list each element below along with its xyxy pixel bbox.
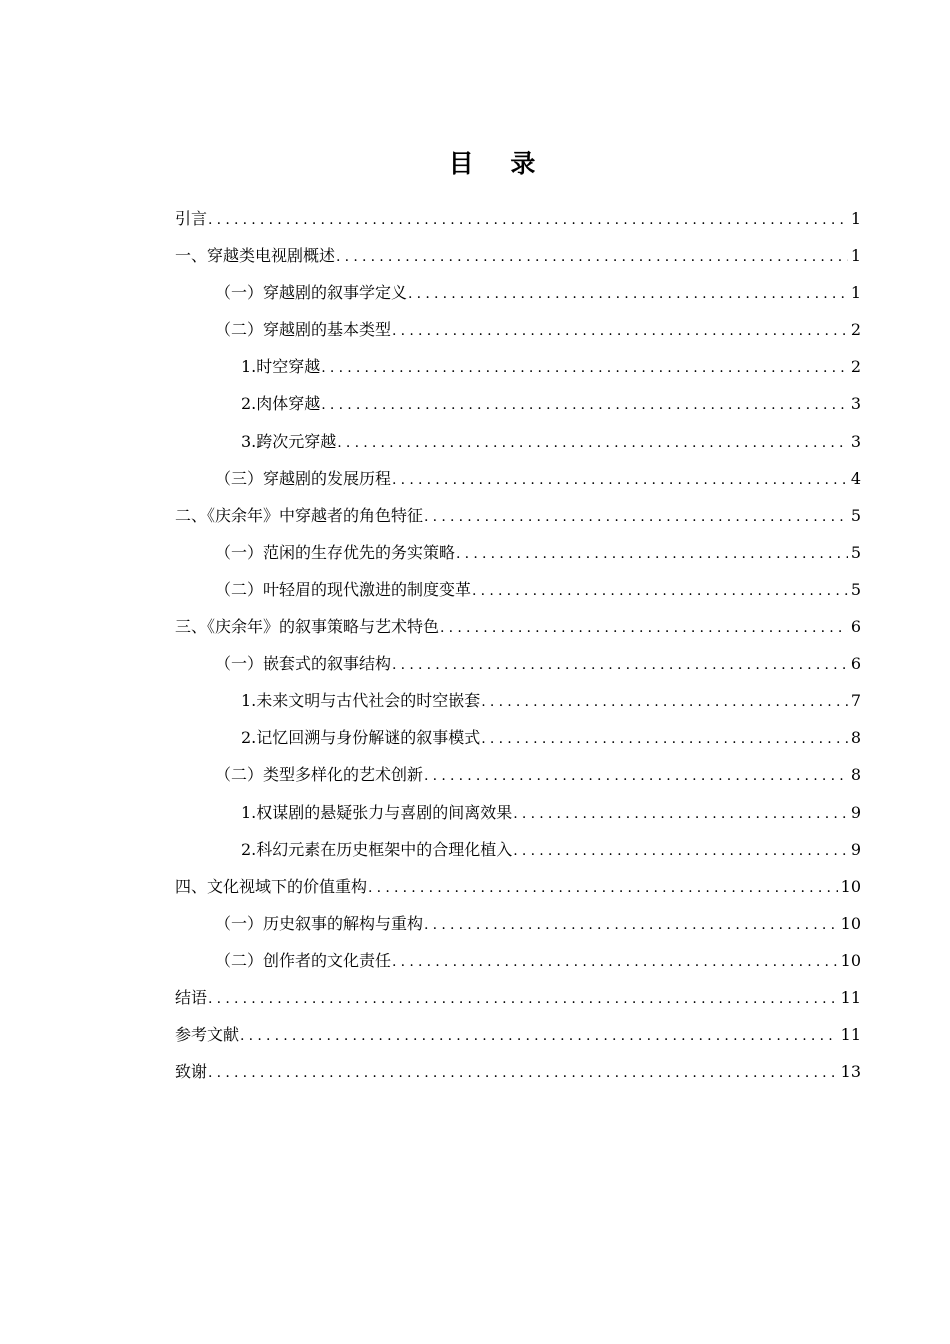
toc-entry[interactable] [175,756,861,793]
toc-entry-page-number: 11 [840,1025,861,1045]
toc-entry[interactable] [175,348,861,385]
toc-leader-dots [392,647,848,684]
toc-leader-dots [336,239,848,276]
toc-entry[interactable] [175,868,861,905]
toc-entry-label: 2.记忆回溯与身份解谜的叙事模式 [241,728,481,748]
toc-entry-label: 三、《庆余年》的叙事策略与艺术特色 [175,617,440,637]
toc-entry-page-number: 3 [850,431,861,451]
toc-leader-dots [424,907,838,944]
toc-entry-page-number: 7 [850,691,861,711]
toc-entry-page-number: 8 [850,765,861,785]
toc-entry-label: 2.肉体穿越 [241,394,321,414]
toc-entry-label: 引言 [175,209,208,228]
toc-entry[interactable] [175,423,861,460]
toc-entry[interactable] [175,942,861,979]
toc-entry[interactable] [175,831,861,868]
toc-leader-dots [513,833,848,870]
toc-entry-label: 四、文化视域下的价值重构 [175,876,368,896]
toc-entry-page-number: 1 [850,283,861,303]
toc-entry[interactable] [175,979,861,1016]
toc-entry-label: （一）穿越剧的叙事学定义 [215,283,408,303]
toc-entry-label: 二、《庆余年》中穿越者的角色特征 [175,505,424,525]
toc-entry-page-number: 11 [840,987,861,1007]
toc-entry-page-number: 2 [850,320,861,340]
toc-leader-dots [481,721,848,758]
toc-leader-dots [208,202,848,239]
toc-entry-label: 1.未来文明与古代社会的时空嵌套 [241,691,481,711]
toc-entry[interactable] [175,682,861,719]
toc-entry-page-number: 3 [850,394,861,414]
toc-leader-dots [240,1018,838,1055]
toc-entry-page-number: 13 [840,1062,861,1082]
toc-leader-dots [513,796,848,833]
toc-entry[interactable] [175,274,861,311]
toc-leader-dots [472,573,848,610]
toc-entry-label: 致谢 [175,1062,208,1082]
toc-entry[interactable] [175,905,861,942]
toc-leader-dots [321,387,848,424]
toc-leader-dots [368,870,838,907]
toc-entry[interactable] [175,608,861,645]
toc-leader-dots [337,425,848,462]
toc-entry[interactable] [175,237,861,274]
toc-entry-label: 3.跨次元穿越 [241,431,337,451]
toc-entry-label: 一、穿越类电视剧概述 [175,246,336,266]
toc-entry[interactable] [175,200,861,237]
toc-leader-dots [456,536,848,573]
toc-entry[interactable] [175,534,861,571]
toc-entry[interactable] [175,571,861,608]
toc-entry[interactable] [175,719,861,756]
toc-entry-label: （一）历史叙事的解构与重构 [215,913,424,933]
toc-entry-label: （一）嵌套式的叙事结构 [215,654,392,674]
toc-entry-page-number: 5 [850,579,861,599]
toc-leader-dots [392,944,838,981]
toc-title: 目 录 [448,149,550,178]
toc-leader-dots [392,462,848,499]
toc-leader-dots [424,758,848,795]
toc-entry[interactable] [175,311,861,348]
toc-entry-label: 结语 [175,987,208,1007]
toc-entry-page-number: 10 [840,950,861,970]
toc-entry-page-number: 10 [840,913,861,933]
toc-entry-label: （二）叶轻眉的现代激进的制度变革 [215,579,472,599]
toc-entry[interactable] [175,460,861,497]
toc-entry[interactable] [175,1053,861,1090]
toc-entry-page-number: 2 [850,357,861,377]
toc-entry-page-number: 5 [850,542,861,562]
toc-leader-dots [392,313,848,350]
toc-entry-page-number: 1 [850,209,861,228]
toc-entry-label: 参考文献 [175,1025,240,1045]
toc-entry-label: 2.科幻元素在历史框架中的合理化植入 [241,839,513,859]
table-of-contents [175,200,861,1090]
toc-entry-label: （二）创作者的文化责任 [215,950,392,970]
toc-entry-page-number: 9 [850,802,861,822]
toc-entry-label: （二）穿越剧的基本类型 [215,320,392,340]
toc-entry[interactable] [175,794,861,831]
toc-entry-page-number: 5 [850,505,861,525]
toc-leader-dots [208,981,838,1018]
toc-entry-label: （二）类型多样化的艺术创新 [215,765,424,785]
toc-entry-page-number: 6 [850,654,861,674]
toc-leader-dots [208,1055,838,1092]
toc-entry-label: （一）范闲的生存优先的务实策略 [215,542,456,562]
toc-entry-page-number: 6 [850,617,861,637]
toc-entry-label: （三）穿越剧的发展历程 [215,468,392,488]
toc-entry[interactable] [175,497,861,534]
toc-leader-dots [424,499,848,536]
toc-entry-page-number: 9 [850,839,861,859]
toc-leader-dots [481,684,848,721]
toc-leader-dots [440,610,848,647]
toc-entry-page-number: 1 [850,246,861,266]
toc-entry-page-number: 4 [850,468,861,488]
toc-entry-label: 1.权谋剧的悬疑张力与喜剧的间离效果 [241,802,513,822]
toc-entry[interactable] [175,385,861,422]
toc-entry[interactable] [175,1016,861,1053]
toc-leader-dots [408,276,848,313]
toc-entry-page-number: 8 [850,728,861,748]
toc-entry[interactable] [175,645,861,682]
toc-entry-page-number: 10 [840,876,861,896]
toc-entry-label: 1.时空穿越 [241,357,321,377]
toc-leader-dots [321,350,848,387]
